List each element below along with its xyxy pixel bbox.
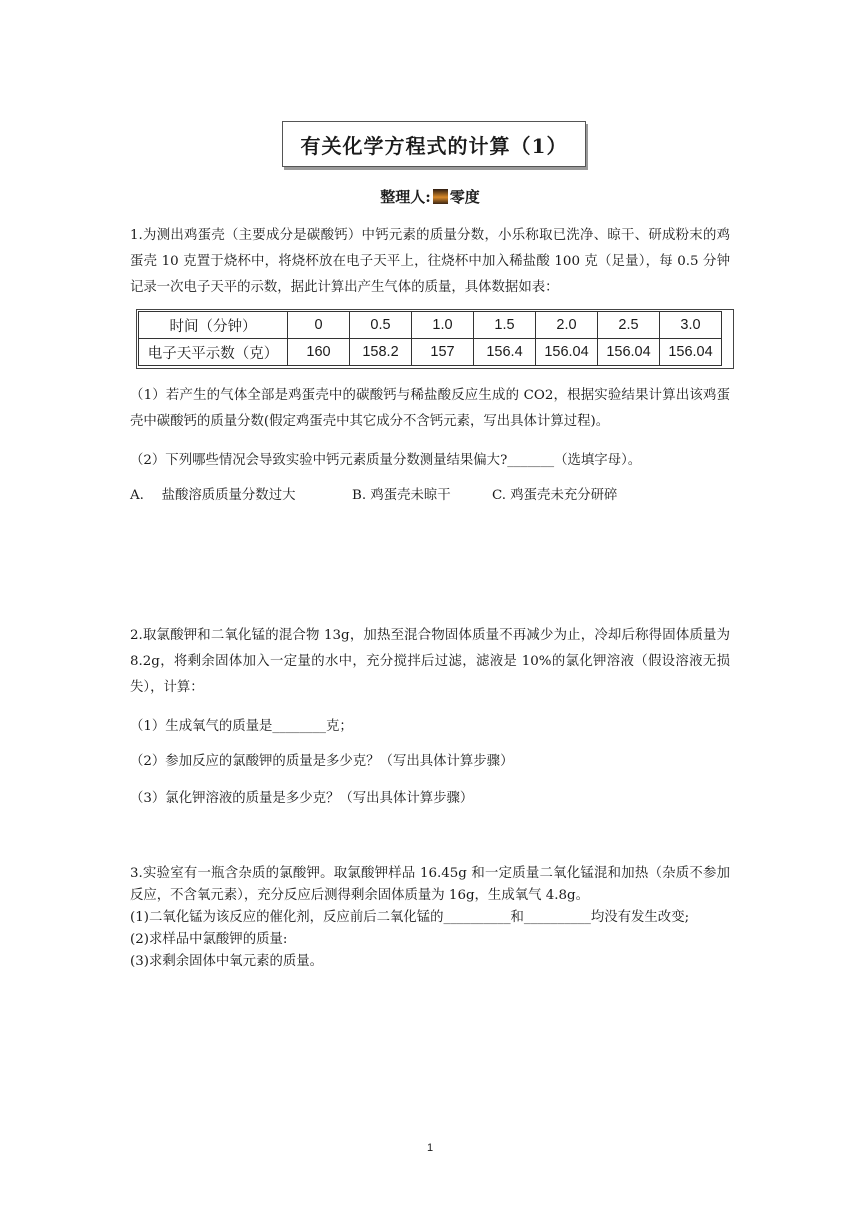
question-3-stem: 3.实验室有一瓶含杂质的氯酸钾。取氯酸钾样品 16.45g 和一定质量二氧化锰混和加热（杂质不参加反应，不含氧元素），充分反应后测得剩余固体质量为 16g，生成氧气 4.8g。 <box>130 866 730 903</box>
table-cell: 1.0 <box>412 312 474 339</box>
table-row <box>139 312 722 339</box>
question-2-part-1: （1）生成氧气的质量是________克； <box>130 719 353 734</box>
table-cell: 160 <box>288 339 350 366</box>
table-cell: 156.04 <box>536 339 598 366</box>
table-cell: 1.5 <box>474 312 536 339</box>
author-prefix: 整理人: <box>380 188 431 206</box>
author-line <box>0 186 860 207</box>
table-cell: 0.5 <box>350 312 412 339</box>
question-2-part-3: （3）氯化钾溶液的质量是多少克？（写出具体计算步骤） <box>130 791 474 806</box>
author-avatar-icon <box>433 189 448 204</box>
question-2-part-2: （2）参加反应的氯酸钾的质量是多少克？（写出具体计算步骤） <box>130 754 514 769</box>
question-1-options <box>130 483 617 509</box>
table-row <box>139 339 722 366</box>
question-3-part-2: (2)求样品中氯酸钾的质量: <box>130 932 288 947</box>
table-cell: 2.0 <box>536 312 598 339</box>
table-row-header: 时间（分钟） <box>139 312 288 339</box>
question-1-stem: 1.为测出鸡蛋壳（主要成分是碳酸钙）中钙元素的质量分数，小乐称取已洗净、晾干、研成粉末的鸡蛋壳 10 克置于烧杯中，将烧杯放在电子天平上，往烧杯中加入稀盐酸 100 克（足量），每 0.5 分钟记录一次电子天平的示数，据此计算出产生气体的质量，具体数据如表： <box>130 228 730 295</box>
question-2-stem: 2.取氯酸钾和二氧化锰的混合物 13g，加热至混合物固体质量不再减少为止，冷却后称得固体质量为 8.2g，将剩余固体加入一定量的水中，充分搅拌后过滤，滤液是 10%的氯化钾溶液（假设溶液无损失），计算： <box>130 628 730 695</box>
page-number: 1 <box>426 1142 434 1154</box>
table-cell: 0 <box>288 312 350 339</box>
question-1-part-2: （2）下列哪些情况会导致实验中钙元素质量分数测量结果偏大?_______（选填字母）。 <box>130 453 642 468</box>
option-b: B. 鸡蛋壳未晾干 <box>352 488 451 503</box>
page-title: 有关化学方程式的计算（1） <box>300 133 568 158</box>
table-cell: 3.0 <box>660 312 722 339</box>
question-1-part-1: （1）若产生的气体全部是鸡蛋壳中的碳酸钙与稀盐酸反应生成的 CO2，根据实验结果计算出该鸡蛋壳中碳酸钙的质量分数(假定鸡蛋壳中其它成分不含钙元素，写出具体计算过程)。 <box>130 388 730 429</box>
table-row-header: 电子天平示数（克） <box>139 339 288 366</box>
table-cell: 2.5 <box>598 312 660 339</box>
option-a: A. 盐酸溶质质量分数过大 <box>130 488 296 503</box>
data-table <box>138 311 722 366</box>
question-3-part-1: (1)二氧化锰为该反应的催化剂，反应前后二氧化锰的__________和__________均没有发生改变; <box>130 910 690 925</box>
table-cell: 156.4 <box>474 339 536 366</box>
table-cell: 156.04 <box>598 339 660 366</box>
title-box <box>282 121 586 167</box>
option-c: C. 鸡蛋壳未充分研碎 <box>492 488 618 503</box>
table-cell: 158.2 <box>350 339 412 366</box>
question-3 <box>130 863 730 973</box>
table-cell: 156.04 <box>660 339 722 366</box>
table-cell: 157 <box>412 339 474 366</box>
question-3-part-3: (3)求剩余固体中氧元素的质量。 <box>130 954 324 969</box>
author-name: 零度 <box>449 188 480 206</box>
